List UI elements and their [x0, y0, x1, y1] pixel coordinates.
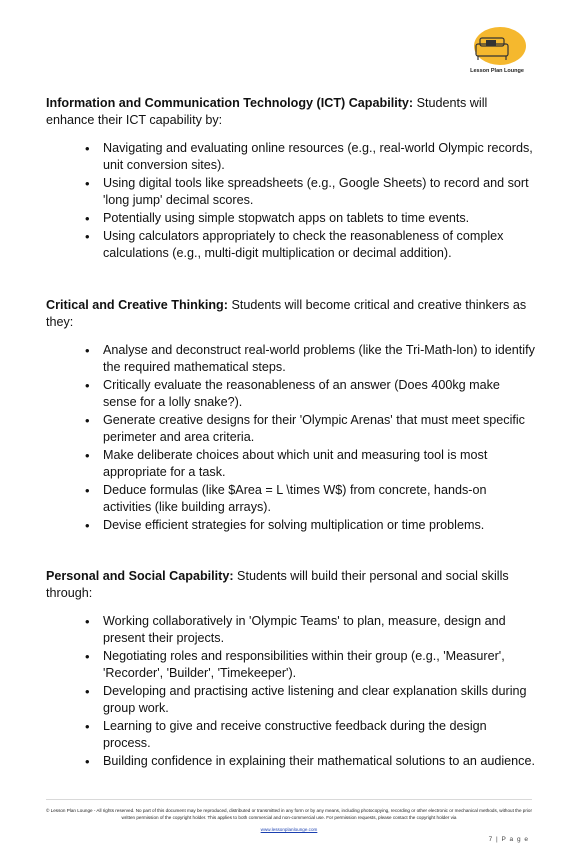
footer-divider [46, 799, 532, 800]
list-item: • Navigating and evaluating online resources (e.g., real-world Olympic records, unit conversion sites). [103, 140, 536, 174]
list-item: • Make deliberate choices about which unit and measuring tool is most appropriate for a task. [103, 447, 536, 481]
section-ict [46, 95, 536, 262]
list-item: • Negotiating roles and responsibilities within their group (e.g., 'Measurer', 'Recorder', 'Builder', 'Timekeeper'). [103, 648, 536, 682]
list-item: • Using calculators appropriately to check the reasonableness of complex calculations (e.g., multi-digit multiplication or decimal addition). [103, 228, 536, 262]
list-item: • Generate creative designs for their 'Olympic Arenas' that must meet specific perimeter and area criteria. [103, 412, 536, 446]
list-item: • Developing and practising active listening and clear explanation skills during group work. [103, 683, 536, 717]
section-intro: Information and Communication Technology (ICT) Capability: Students will enhance their ICT capability by: [46, 96, 488, 127]
footer-link[interactable]: www.lessonplanlounge.com [260, 827, 318, 832]
document-body [46, 95, 536, 771]
bullet-list [46, 342, 536, 534]
list-item: • Analyse and deconstruct real-world problems (like the Tri-Math-lon) to identify the required mathematical steps. [103, 342, 536, 376]
section-intro: Personal and Social Capability: Students will build their personal and social skills through: [46, 569, 509, 600]
logo-text: Lesson Plan Lounge [470, 68, 524, 74]
bullet-list [46, 613, 536, 770]
list-item: • Deduce formulas (like $Area = L \times W$) from concrete, hands-on activities (like building arrays). [103, 482, 536, 516]
section-personal-social [46, 568, 536, 770]
section-heading: Information and Communication Technology (ICT) Capability: [46, 96, 414, 110]
page-number: 7 | P a g e [488, 836, 529, 843]
section-heading: Personal and Social Capability: [46, 569, 234, 583]
bullet-list [46, 140, 536, 262]
list-item: • Devise efficient strategies for solving multiplication or time problems. [103, 517, 536, 534]
footer-copyright: © Lesson Plan Lounge - All rights reserved. No part of this document may be reproduced, distributed or transmitted in any form or by any means, including photocopying, recording or other electronic or mechanical methods, without the prior written permission of the copyright holder. This applies to both commercial and non-commercial use. For permission requests, please contact the copyright holder via [46, 808, 532, 820]
section-heading: Critical and Creative Thinking: [46, 298, 228, 312]
list-item: • Potentially using simple stopwatch apps on tablets to time events. [103, 210, 536, 227]
list-item: • Building confidence in explaining their mathematical solutions to an audience. [103, 753, 536, 770]
list-item: • Using digital tools like spreadsheets (e.g., Google Sheets) to record and sort 'long jump' decimal scores. [103, 175, 536, 209]
list-item: • Learning to give and receive constructive feedback during the design process. [103, 718, 536, 752]
sofa-logo-icon [466, 26, 528, 70]
list-item: • Working collaboratively in 'Olympic Teams' to plan, measure, design and present their projects. [103, 613, 536, 647]
section-intro: Critical and Creative Thinking: Students will become critical and creative thinkers as they: [46, 298, 527, 329]
section-critical-thinking [46, 297, 536, 534]
list-item: • Critically evaluate the reasonableness of an answer (Does 400kg make sense for a lolly snake?). [103, 377, 536, 411]
